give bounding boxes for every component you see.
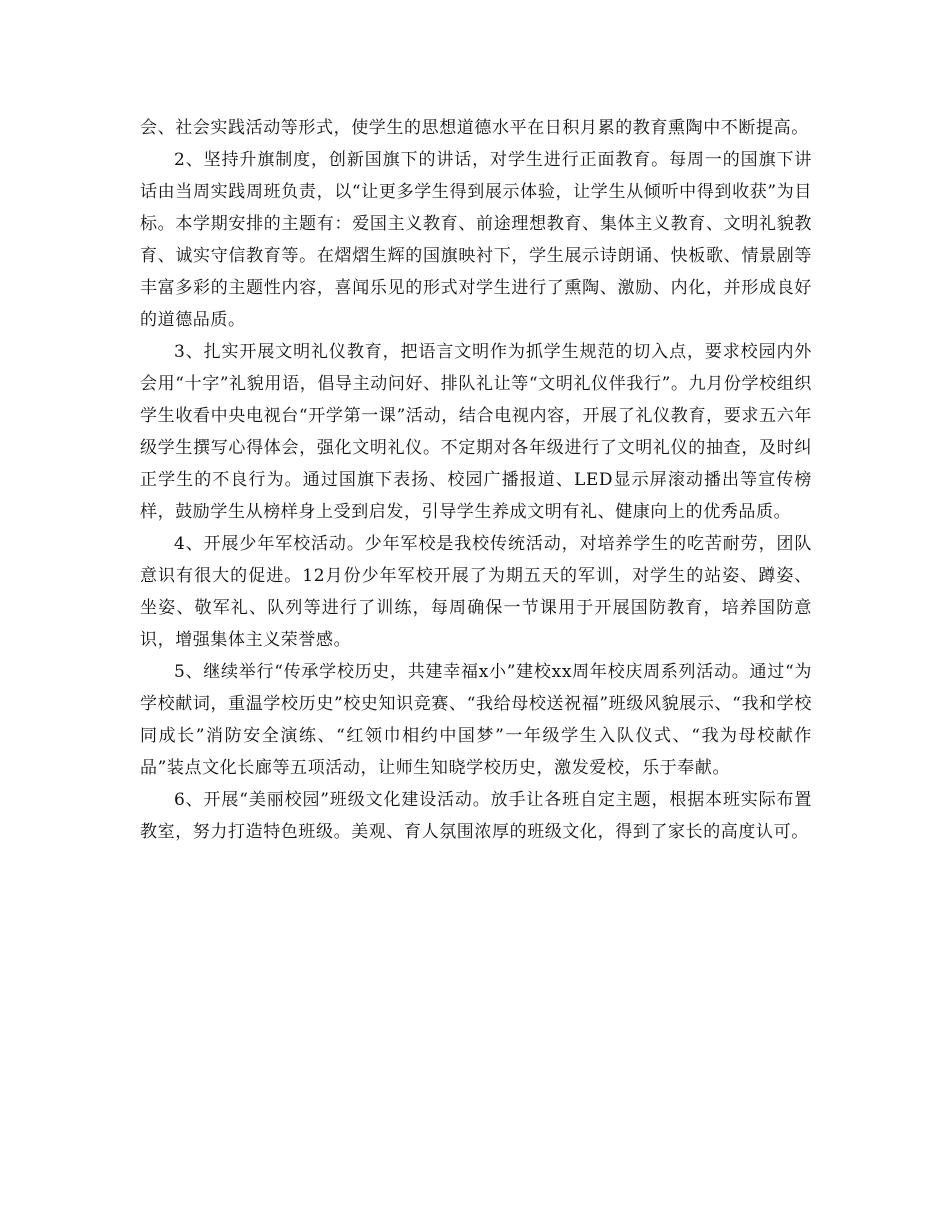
paragraph-continuation: 会、社会实践活动等形式，使学生的思想道德水平在日积月累的教育熏陶中不断提高。 xyxy=(140,118,809,138)
paragraph-anniversary-activities: 5、继续举行“传承学校历史，共建幸福x小”建校xx周年校庆周系列活动。通过“为学校献词，重温学校历史”校史知识竞赛、“我给母校送祝福”班级风貌展示、“我和学校同成长”消防安全演练、“红领巾相约中国梦”一年级学生入队仪式、“我为母校献作品”装点文化长廊等五项活动，让师生知晓学校历史，激发爱校，乐于奉献。 xyxy=(140,662,812,778)
paragraph-etiquette-education: 3、扎实开展文明礼仪教育，把语言文明作为抓学生规范的切入点，要求校园内外会用“十字”礼貌用语，倡导主动问好、排队礼让等“文明礼仪伴我行”。九月份学校组织学生收看中央电视台“开学第一课”活动，结合电视内容，开展了礼仪教育，要求五六年级学生撰写心得体会，强化文明礼仪。不定期对各年级进行了文明礼仪的抽查，及时纠正学生的不良行为。通过国旗下表扬、校园广播报道、LED显示屏滚动播出等宣传榜样，鼓励学生从榜样身上受到启发，引导学生养成文明有礼、健康向上的优秀品质。 xyxy=(140,342,812,522)
document-page xyxy=(140,112,812,848)
paragraph-class-culture: 6、开展“美丽校园”班级文化建设活动。放手让各班自定主题，根据本班实际布置教室，努力打造特色班级。美观、育人氛围浓厚的班级文化，得到了家长的高度认可。 xyxy=(140,790,812,842)
paragraph-flag-raising: 2、坚持升旗制度，创新国旗下的讲话，对学生进行正面教育。每周一的国旗下讲话由当周实践周班负责，以“让更多学生得到展示体验，让学生从倾听中得到收获”为目标。本学期安排的主题有：爱国主义教育、前途理想教育、集体主义教育、文明礼貌教育、诚实守信教育等。在熠熠生辉的国旗映衬下，学生展示诗朗诵、快板歌、情景剧等丰富多彩的主题性内容，喜闻乐见的形式对学生进行了熏陶、激励、内化，并形成良好的道德品质。 xyxy=(140,150,812,330)
paragraph-youth-military-school: 4、开展少年军校活动。少年军校是我校传统活动，对培养学生的吃苦耐劳，团队意识有很大的促进。12月份少年军校开展了为期五天的军训，对学生的站姿、蹲姿、坐姿、敬军礼、队列等进行了训练，每周确保一节课用于开展国防教育，培养国防意识，增强集体主义荣誉感。 xyxy=(140,534,812,650)
